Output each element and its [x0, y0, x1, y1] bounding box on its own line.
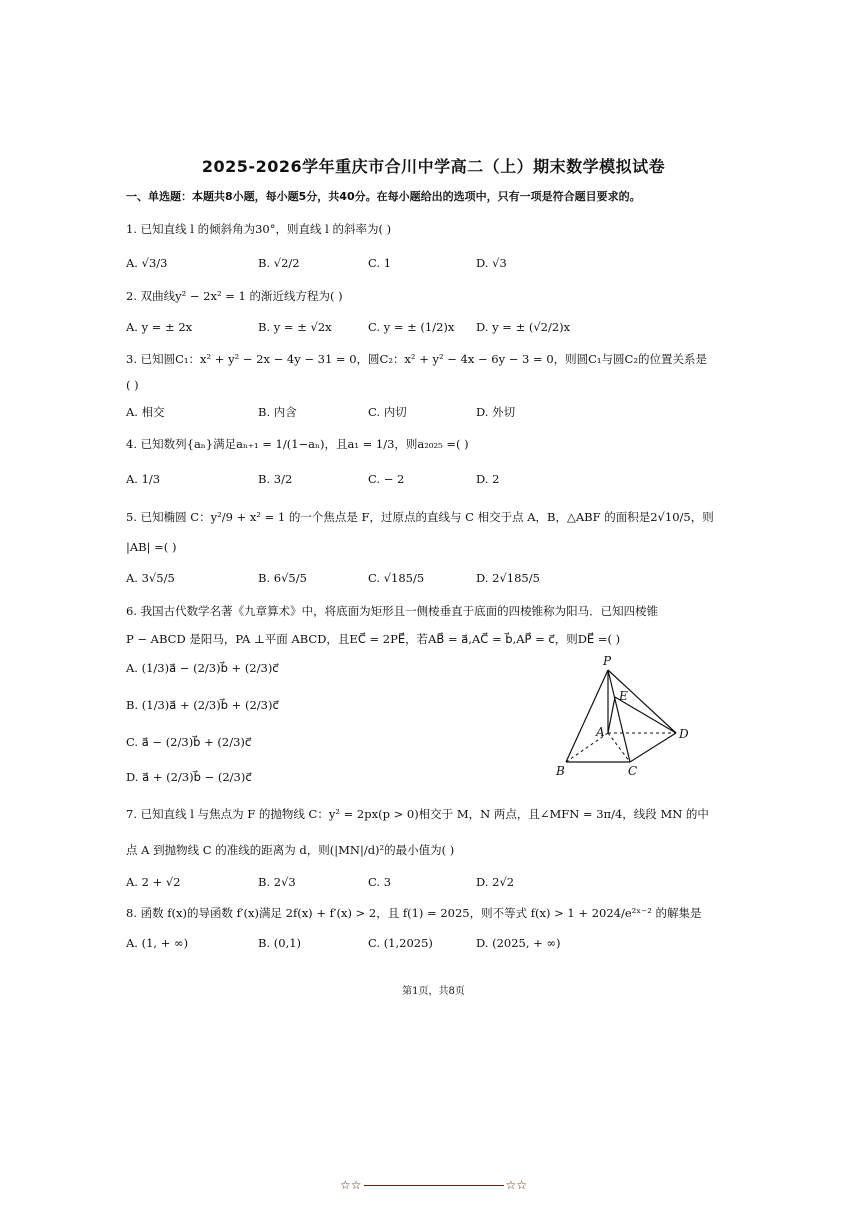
option-b: B. 6√5/5 — [258, 571, 307, 585]
edge-cd — [630, 733, 676, 762]
edge-pb — [566, 670, 608, 762]
label-e: E — [619, 689, 628, 703]
label-c: C — [628, 764, 638, 778]
option-b: B. 2√3 — [258, 875, 296, 889]
option-b: B. (0,1) — [258, 936, 302, 950]
option-c: C. 1 — [368, 256, 392, 270]
page-title: 2025-2026学年重庆市合川中学高二（上）期末数学模拟试卷 — [201, 157, 666, 176]
option-c: C. y = ± (1/2)x — [368, 320, 455, 334]
question-6-option-a: A. (1/3)a⃗ − (2/3)b⃗ + (2/3)c⃗ — [126, 661, 279, 675]
question-4-options — [126, 472, 726, 492]
option-a: A. 3√5/5 — [126, 571, 175, 585]
question-5-cont: |AB| =( ) — [126, 540, 177, 554]
option-d: D. 2 — [476, 472, 500, 486]
page-footer: 第1页，共8页 — [402, 986, 465, 997]
option-d: D. 2√2 — [476, 875, 515, 889]
question-2-options — [126, 320, 726, 340]
label-p: P — [603, 654, 612, 668]
option-c: C. √185/5 — [368, 571, 425, 585]
option-d: D. √3 — [476, 256, 507, 270]
question-2: 2. 双曲线y² − 2x² = 1 的渐近线方程为( ) — [126, 289, 343, 303]
option-c: C. − 2 — [368, 472, 405, 486]
question-7-options — [126, 875, 726, 895]
star-right-icon: ☆☆ — [505, 1178, 528, 1192]
segment-ae — [608, 697, 615, 733]
option-d: D. 2√185/5 — [476, 571, 540, 585]
option-d: D. (2025, + ∞) — [476, 936, 561, 950]
option-c: C. (1,2025) — [368, 936, 433, 950]
question-6: 6. 我国古代数学名著《九章算术》中，将底面为矩形且一侧棱垂直于底面的四棱锥称为阳马．已知四棱锥 — [126, 604, 659, 618]
label-d: D — [679, 727, 689, 741]
question-1: 1. 已知直线 l 的倾斜角为30°，则直线 l 的斜率为( ) — [126, 222, 392, 236]
question-5: 5. 已知椭圆 C：y²/9 + x² = 1 的一个焦点是 F，过原点的直线与 C 相交于点 A，B，△ABF 的面积是2√10/5，则 — [126, 510, 714, 524]
option-c: C. 3 — [368, 875, 392, 889]
option-b: B. y = ± √2x — [258, 320, 332, 334]
label-a: A — [596, 725, 605, 739]
pyramid-figure — [548, 650, 698, 780]
section-heading: 一、单选题：本题共8小题，每小题5分，共40分。在每小题给出的选项中，只有一项是符合题目要求的。 — [126, 190, 641, 203]
option-b: B. 内含 — [258, 405, 297, 419]
question-6-option-b: B. (1/3)a⃗ + (2/3)b⃗ + (2/3)c⃗ — [126, 698, 279, 712]
question-6-option-c: C. a⃗ − (2/3)b⃗ + (2/3)c⃗ — [126, 735, 252, 749]
question-3-options — [126, 404, 726, 424]
question-6-cont: P − ABCD 是阳马，PA ⊥平面 ABCD，且EC⃗ = 2PE⃗，若AB⃗ = a⃗,AC⃗ = b⃗,AP⃗ = c⃗，则DE⃗ =( ) — [126, 632, 621, 646]
option-b: B. √2/2 — [258, 256, 300, 270]
option-a: A. √3/3 — [126, 256, 168, 270]
question-8: 8. 函数 f(x)的导函数 f′(x)满足 2f(x) + f′(x) > 2，且 f(1) = 2025，则不等式 f(x) > 1 + 2024/e²ˣ⁻² 的解集是 — [126, 906, 702, 920]
question-3: 3. 已知圆C₁：x² + y² − 2x − 4y − 31 = 0，圆C₂：x² + y² − 4x − 6y − 3 = 0，则圆C₁与圆C₂的位置关系是 — [126, 352, 707, 366]
option-b: B. 3/2 — [258, 472, 293, 486]
option-a: A. 2 + √2 — [126, 875, 181, 889]
option-a: A. (1, + ∞) — [126, 936, 189, 950]
option-a: A. 1/3 — [126, 472, 161, 486]
option-a: A. y = ± 2x — [126, 320, 193, 334]
question-7-cont: 点 A 到抛物线 C 的准线的距离为 d，则(|MN|/d)²的最小值为( ) — [126, 843, 455, 857]
label-b: B — [556, 764, 565, 778]
question-7: 7. 已知直线 l 与焦点为 F 的抛物线 C：y² = 2px(p > 0)相交于 M，N 两点，且∠MFN = 3π/4，线段 MN 的中 — [126, 807, 709, 821]
option-a: A. 相交 — [126, 405, 165, 419]
question-5-options — [126, 571, 726, 591]
option-d: D. y = ± (√2/2)x — [476, 320, 571, 334]
option-c: C. 内切 — [368, 405, 407, 419]
question-6-option-d: D. a⃗ + (2/3)b⃗ − (2/3)c⃗ — [126, 770, 252, 784]
footer-ornament — [0, 1178, 867, 1192]
question-1-options — [126, 256, 726, 276]
ornament-rule — [364, 1185, 504, 1186]
star-left-icon: ☆☆ — [339, 1178, 362, 1192]
option-d: D. 外切 — [476, 405, 516, 419]
question-4: 4. 已知数列{aₙ}满足aₙ₊₁ = 1/(1−aₙ)，且a₁ = 1/3，则a₂₀₂₅ =( ) — [126, 437, 469, 451]
question-3-cont: ( ) — [126, 378, 139, 392]
question-8-options — [126, 936, 726, 956]
